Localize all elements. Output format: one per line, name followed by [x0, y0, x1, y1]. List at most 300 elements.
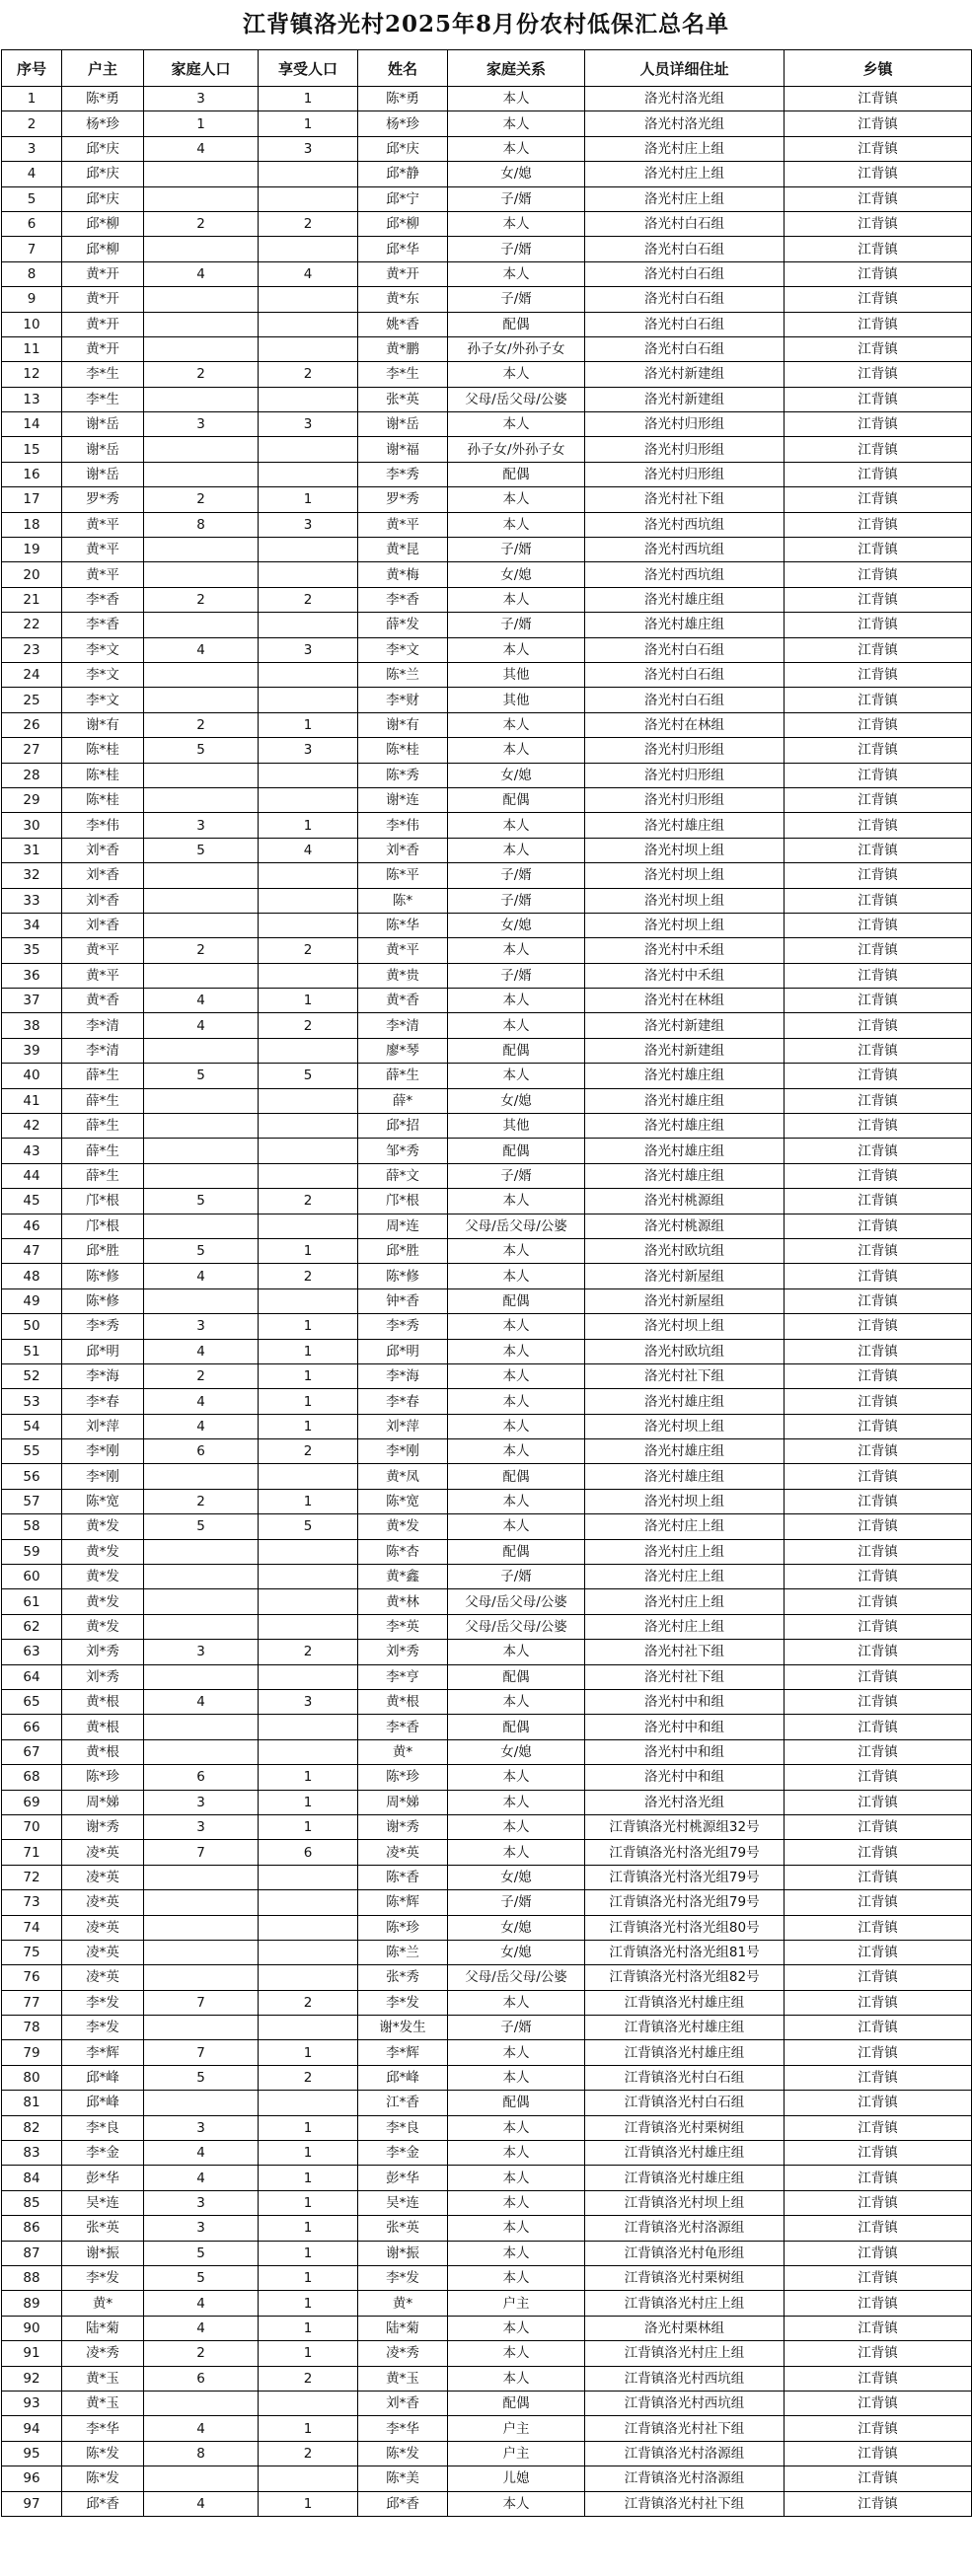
cell-address: 洛光村白石组 [585, 336, 785, 361]
cell-township: 江背镇 [785, 2216, 972, 2241]
cell-name: 罗*秀 [358, 487, 448, 512]
cell-seq: 32 [2, 863, 62, 888]
cell-beneficiaries [259, 1614, 358, 1639]
cell-householder: 彭*华 [62, 2166, 144, 2190]
cell-name: 周*连 [358, 1214, 448, 1238]
cell-township: 江背镇 [785, 938, 972, 963]
cell-relation: 本人 [448, 2166, 585, 2190]
table-row [2, 738, 972, 763]
cell-beneficiaries [259, 1539, 358, 1564]
table-row [2, 1514, 972, 1539]
cell-name: 李*秀 [358, 1314, 448, 1339]
cell-seq: 53 [2, 1389, 62, 1414]
table-row [2, 487, 972, 512]
cell-relation: 本人 [448, 1840, 585, 1865]
cell-relation: 本人 [448, 738, 585, 763]
cell-name: 陈*平 [358, 863, 448, 888]
cell-seq: 11 [2, 336, 62, 361]
cell-family-size [144, 1038, 259, 1063]
cell-township: 江背镇 [785, 1013, 972, 1038]
cell-name: 陈*香 [358, 1865, 448, 1889]
cell-householder: 黄*开 [62, 336, 144, 361]
cell-family-size [144, 1865, 259, 1889]
cell-seq: 73 [2, 1890, 62, 1915]
table-row [2, 2115, 972, 2140]
cell-seq: 78 [2, 2016, 62, 2040]
cell-address: 洛光村西坑组 [585, 538, 785, 562]
cell-seq: 90 [2, 2316, 62, 2340]
table-row [2, 1790, 972, 1814]
cell-township: 江背镇 [785, 913, 972, 937]
cell-seq: 5 [2, 186, 62, 211]
cell-name: 邱*明 [358, 1339, 448, 1363]
table-row [2, 87, 972, 111]
cell-beneficiaries: 2 [259, 1013, 358, 1038]
cell-name: 李*香 [358, 587, 448, 612]
cell-householder: 黄*根 [62, 1690, 144, 1715]
cell-beneficiaries: 1 [259, 712, 358, 737]
cell-township: 江背镇 [785, 1264, 972, 1288]
cell-township: 江背镇 [785, 387, 972, 411]
cell-family-size [144, 1163, 259, 1188]
cell-address: 江背镇洛光村洛光组81号 [585, 1940, 785, 1964]
cell-township: 江背镇 [785, 1163, 972, 1188]
cell-name: 陈*修 [358, 1264, 448, 1288]
cell-relation: 父母/岳父母/公婆 [448, 387, 585, 411]
cell-beneficiaries: 5 [259, 1064, 358, 1088]
cell-family-size: 5 [144, 738, 259, 763]
cell-township: 江背镇 [785, 989, 972, 1013]
cell-beneficiaries [259, 2016, 358, 2040]
cell-name: 陈*华 [358, 913, 448, 937]
cell-address: 洛光村栗林组 [585, 2316, 785, 2340]
cell-name: 周*娣 [358, 1790, 448, 1814]
table-row [2, 1640, 972, 1664]
cell-householder: 黄*根 [62, 1739, 144, 1764]
cell-seq: 46 [2, 1214, 62, 1238]
cell-township: 江背镇 [785, 1489, 972, 1513]
cell-name: 李*英 [358, 1614, 448, 1639]
cell-township: 江背镇 [785, 237, 972, 261]
cell-family-size [144, 1088, 259, 1113]
cell-householder: 李*秀 [62, 1314, 144, 1339]
cell-name: 钟*香 [358, 1288, 448, 1313]
cell-relation: 本人 [448, 1814, 585, 1839]
cell-family-size: 2 [144, 211, 259, 236]
cell-seq: 93 [2, 2391, 62, 2415]
cell-householder: 黄*开 [62, 287, 144, 312]
cell-seq: 76 [2, 1965, 62, 1990]
cell-householder: 刘*秀 [62, 1640, 144, 1664]
cell-name: 陈*发 [358, 2441, 448, 2466]
cell-relation: 配偶 [448, 787, 585, 812]
cell-relation: 本人 [448, 2491, 585, 2516]
cell-township: 江背镇 [785, 587, 972, 612]
col-header-seq: 序号 [2, 50, 62, 87]
cell-address: 洛光村洛光组 [585, 87, 785, 111]
cell-township: 江背镇 [785, 1189, 972, 1214]
cell-family-size [144, 1614, 259, 1639]
cell-family-size: 2 [144, 587, 259, 612]
cell-beneficiaries: 1 [259, 487, 358, 512]
cell-seq: 74 [2, 1915, 62, 1940]
cell-householder: 黄*发 [62, 1539, 144, 1564]
cell-relation: 配偶 [448, 1038, 585, 1063]
cell-householder: 陈*宽 [62, 1489, 144, 1513]
cell-beneficiaries: 1 [259, 1790, 358, 1814]
cell-seq: 44 [2, 1163, 62, 1188]
cell-beneficiaries: 3 [259, 136, 358, 161]
cell-address: 洛光村新建组 [585, 1038, 785, 1063]
cell-householder: 邝*根 [62, 1189, 144, 1214]
cell-seq: 49 [2, 1288, 62, 1313]
cell-seq: 59 [2, 1539, 62, 1564]
cell-family-size: 4 [144, 637, 259, 662]
cell-seq: 51 [2, 1339, 62, 1363]
cell-beneficiaries [259, 462, 358, 486]
cell-seq: 67 [2, 1739, 62, 1764]
col-header-address: 人员详细住址 [585, 50, 785, 87]
table-row [2, 1064, 972, 1088]
cell-seq: 96 [2, 2466, 62, 2491]
cell-beneficiaries: 2 [259, 1189, 358, 1214]
cell-beneficiaries [259, 1739, 358, 1764]
cell-relation: 本人 [448, 637, 585, 662]
table-row [2, 2216, 972, 2241]
cell-beneficiaries [259, 237, 358, 261]
cell-township: 江背镇 [785, 162, 972, 186]
cell-name: 陈*杏 [358, 1539, 448, 1564]
cell-beneficiaries: 4 [259, 261, 358, 286]
cell-seq: 8 [2, 261, 62, 286]
cell-family-size [144, 312, 259, 336]
cell-family-size [144, 186, 259, 211]
table-row [2, 1565, 972, 1589]
cell-householder: 李*刚 [62, 1464, 144, 1489]
cell-seq: 16 [2, 462, 62, 486]
cell-relation: 子/婿 [448, 287, 585, 312]
cell-relation: 配偶 [448, 1464, 585, 1489]
cell-householder: 李*刚 [62, 1439, 144, 1464]
table-row [2, 261, 972, 286]
cell-township: 江背镇 [785, 1940, 972, 1964]
cell-name: 黄*平 [358, 938, 448, 963]
table-row [2, 2316, 972, 2340]
cell-seq: 65 [2, 1690, 62, 1715]
cell-township: 江背镇 [785, 2190, 972, 2215]
table-row [2, 712, 972, 737]
cell-seq: 40 [2, 1064, 62, 1088]
cell-family-size: 2 [144, 487, 259, 512]
cell-name: 黄*玉 [358, 2366, 448, 2391]
cell-name: 李*春 [358, 1389, 448, 1414]
cell-family-size: 4 [144, 1414, 259, 1438]
cell-address: 洛光村洛光组 [585, 1790, 785, 1814]
cell-relation: 女/媳 [448, 562, 585, 587]
cell-address: 洛光村归形组 [585, 462, 785, 486]
cell-family-size [144, 1464, 259, 1489]
cell-name: 陈* [358, 888, 448, 913]
cell-householder: 李*发 [62, 2265, 144, 2290]
cell-beneficiaries: 1 [259, 1414, 358, 1438]
cell-township: 江背镇 [785, 1539, 972, 1564]
cell-name: 黄*平 [358, 512, 448, 537]
cell-address: 洛光村白石组 [585, 211, 785, 236]
cell-name: 刘*香 [358, 838, 448, 862]
cell-relation: 配偶 [448, 1715, 585, 1739]
cell-family-size [144, 336, 259, 361]
cell-name: 邹*秀 [358, 1139, 448, 1163]
cell-township: 江背镇 [785, 211, 972, 236]
table-row [2, 1664, 972, 1689]
cell-householder: 陈*发 [62, 2466, 144, 2491]
cell-name: 薛*发 [358, 613, 448, 637]
cell-township: 江背镇 [785, 1915, 972, 1940]
cell-township: 江背镇 [785, 1640, 972, 1664]
cell-seq: 41 [2, 1088, 62, 1113]
cell-name: 吴*连 [358, 2190, 448, 2215]
cell-township: 江背镇 [785, 1038, 972, 1063]
cell-family-size: 5 [144, 2241, 259, 2265]
cell-beneficiaries [259, 562, 358, 587]
cell-address: 洛光村白石组 [585, 287, 785, 312]
cell-relation: 本人 [448, 261, 585, 286]
cell-family-size: 2 [144, 712, 259, 737]
cell-seq: 27 [2, 738, 62, 763]
cell-beneficiaries: 1 [259, 813, 358, 838]
cell-name: 李*亨 [358, 1664, 448, 1689]
cell-beneficiaries: 3 [259, 412, 358, 437]
cell-relation: 本人 [448, 512, 585, 537]
cell-seq: 79 [2, 2040, 62, 2065]
cell-beneficiaries: 2 [259, 1264, 358, 1288]
cell-seq: 2 [2, 111, 62, 136]
cell-family-size: 5 [144, 2265, 259, 2290]
cell-beneficiaries: 3 [259, 1690, 358, 1715]
cell-householder: 凌*英 [62, 1940, 144, 1964]
cell-seq: 23 [2, 637, 62, 662]
cell-relation: 配偶 [448, 312, 585, 336]
cell-beneficiaries [259, 162, 358, 186]
cell-name: 邱*华 [358, 237, 448, 261]
cell-seq: 39 [2, 1038, 62, 1063]
cell-name: 黄*根 [358, 1690, 448, 1715]
cell-beneficiaries [259, 913, 358, 937]
cell-address: 江背镇洛光村洛源组 [585, 2441, 785, 2466]
cell-relation: 本人 [448, 838, 585, 862]
cell-address: 江背镇洛光村雄庄组 [585, 2166, 785, 2190]
cell-family-size: 3 [144, 1314, 259, 1339]
cell-seq: 95 [2, 2441, 62, 2466]
cell-address: 江背镇洛光村洛源组 [585, 2216, 785, 2241]
cell-township: 江背镇 [785, 2016, 972, 2040]
cell-householder: 邱*庆 [62, 186, 144, 211]
cell-family-size [144, 2466, 259, 2491]
table-row [2, 1464, 972, 1489]
cell-seq: 84 [2, 2166, 62, 2190]
cell-name: 邱*峰 [358, 2065, 448, 2090]
cell-seq: 30 [2, 813, 62, 838]
cell-name: 凌*英 [358, 1840, 448, 1865]
cell-township: 江背镇 [785, 412, 972, 437]
cell-relation: 子/婿 [448, 538, 585, 562]
cell-householder: 陈*修 [62, 1288, 144, 1313]
cell-householder: 谢*岳 [62, 437, 144, 462]
table-row [2, 662, 972, 687]
cell-seq: 50 [2, 1314, 62, 1339]
cell-township: 江背镇 [785, 2040, 972, 2065]
cell-seq: 70 [2, 1814, 62, 1839]
table-row [2, 2190, 972, 2215]
cell-township: 江背镇 [785, 1214, 972, 1238]
cell-name: 李*清 [358, 1013, 448, 1038]
cell-name: 谢*福 [358, 437, 448, 462]
table-row [2, 1489, 972, 1513]
cell-householder: 薛*生 [62, 1114, 144, 1139]
cell-householder: 李*华 [62, 2416, 144, 2441]
cell-relation: 女/媳 [448, 1915, 585, 1940]
cell-householder: 邱*峰 [62, 2065, 144, 2090]
cell-relation: 本人 [448, 1264, 585, 1288]
cell-name: 刘*萍 [358, 1414, 448, 1438]
cell-address: 洛光村中禾组 [585, 938, 785, 963]
cell-family-size: 6 [144, 2366, 259, 2391]
cell-address: 洛光村中和组 [585, 1765, 785, 1790]
cell-beneficiaries [259, 1114, 358, 1139]
cell-householder: 邱*庆 [62, 162, 144, 186]
cell-relation: 户主 [448, 2416, 585, 2441]
cell-relation: 配偶 [448, 1288, 585, 1313]
cell-beneficiaries [259, 1664, 358, 1689]
cell-township: 江背镇 [785, 336, 972, 361]
cell-address: 洛光村白石组 [585, 261, 785, 286]
col-header-family-size: 家庭人口 [144, 50, 259, 87]
cell-name: 李*海 [358, 1363, 448, 1388]
cell-householder: 邱*庆 [62, 136, 144, 161]
cell-township: 江背镇 [785, 1064, 972, 1088]
cell-beneficiaries: 2 [259, 2441, 358, 2466]
cell-householder: 刘*香 [62, 863, 144, 888]
cell-family-size: 2 [144, 938, 259, 963]
cell-relation: 户主 [448, 2441, 585, 2466]
cell-relation: 本人 [448, 1765, 585, 1790]
cell-township: 江背镇 [785, 613, 972, 637]
cell-relation: 本人 [448, 362, 585, 387]
cell-seq: 63 [2, 1640, 62, 1664]
cell-township: 江背镇 [785, 2291, 972, 2316]
cell-township: 江背镇 [785, 2091, 972, 2115]
cell-name: 黄*开 [358, 261, 448, 286]
cell-family-size: 2 [144, 362, 259, 387]
cell-address: 洛光村新屋组 [585, 1264, 785, 1288]
cell-address: 江背镇洛光村雄庄组 [585, 2040, 785, 2065]
cell-family-size [144, 162, 259, 186]
cell-family-size: 2 [144, 1363, 259, 1388]
cell-beneficiaries [259, 312, 358, 336]
cell-seq: 20 [2, 562, 62, 587]
cell-householder: 黄*发 [62, 1514, 144, 1539]
cell-relation: 子/婿 [448, 888, 585, 913]
cell-householder: 李*文 [62, 688, 144, 712]
cell-address: 洛光村坝上组 [585, 1489, 785, 1513]
cell-beneficiaries [259, 387, 358, 411]
cell-beneficiaries [259, 186, 358, 211]
cell-family-size [144, 1965, 259, 1990]
cell-family-size: 6 [144, 1439, 259, 1464]
cell-seq: 92 [2, 2366, 62, 2391]
cell-address: 江背镇洛光村西坑组 [585, 2366, 785, 2391]
cell-family-size [144, 2091, 259, 2115]
cell-seq: 31 [2, 838, 62, 862]
cell-beneficiaries [259, 538, 358, 562]
cell-beneficiaries [259, 287, 358, 312]
cell-beneficiaries [259, 763, 358, 787]
cell-address: 洛光村坝上组 [585, 913, 785, 937]
cell-relation: 配偶 [448, 462, 585, 486]
table-row [2, 2166, 972, 2190]
cell-relation: 本人 [448, 1013, 585, 1038]
cell-name: 黄*贵 [358, 963, 448, 988]
table-row [2, 813, 972, 838]
cell-relation: 子/婿 [448, 186, 585, 211]
cell-name: 黄*鹏 [358, 336, 448, 361]
cell-beneficiaries: 1 [259, 2115, 358, 2140]
cell-relation: 本人 [448, 412, 585, 437]
cell-family-size [144, 1739, 259, 1764]
cell-householder: 黄*根 [62, 1715, 144, 1739]
cell-name: 黄*发 [358, 1514, 448, 1539]
cell-beneficiaries [259, 2391, 358, 2415]
cell-address: 江背镇洛光村洛源组 [585, 2466, 785, 2491]
cell-seq: 3 [2, 136, 62, 161]
cell-address: 洛光村坝上组 [585, 1414, 785, 1438]
cell-relation: 子/婿 [448, 963, 585, 988]
cell-beneficiaries: 1 [259, 2141, 358, 2166]
cell-beneficiaries: 1 [259, 1363, 358, 1388]
cell-family-size: 4 [144, 1389, 259, 1414]
cell-address: 洛光村雄庄组 [585, 1064, 785, 1088]
table-row [2, 136, 972, 161]
cell-family-size: 7 [144, 1840, 259, 1865]
cell-family-size: 8 [144, 2441, 259, 2466]
cell-name: 陈*珍 [358, 1915, 448, 1940]
cell-householder: 凌*秀 [62, 2341, 144, 2366]
cell-address: 江背镇洛光村雄庄组 [585, 2016, 785, 2040]
table-row [2, 111, 972, 136]
cell-beneficiaries: 1 [259, 111, 358, 136]
cell-name: 谢*岳 [358, 412, 448, 437]
cell-householder: 吴*连 [62, 2190, 144, 2215]
cell-address: 江背镇洛光村雄庄组 [585, 1990, 785, 2015]
cell-name: 李*财 [358, 688, 448, 712]
cell-family-size: 4 [144, 1339, 259, 1363]
cell-name: 刘*香 [358, 2391, 448, 2415]
cell-family-size [144, 387, 259, 411]
cell-beneficiaries: 2 [259, 1990, 358, 2015]
cell-householder: 凌*英 [62, 1840, 144, 1865]
cell-householder: 陈*发 [62, 2441, 144, 2466]
cell-relation: 子/婿 [448, 613, 585, 637]
cell-relation: 其他 [448, 1114, 585, 1139]
cell-family-size: 4 [144, 2416, 259, 2441]
cell-township: 江背镇 [785, 136, 972, 161]
cell-relation: 本人 [448, 87, 585, 111]
cell-beneficiaries: 2 [259, 1640, 358, 1664]
cell-beneficiaries: 1 [259, 1238, 358, 1263]
cell-relation: 父母/岳父母/公婆 [448, 1614, 585, 1639]
cell-beneficiaries [259, 1038, 358, 1063]
cell-relation: 本人 [448, 989, 585, 1013]
